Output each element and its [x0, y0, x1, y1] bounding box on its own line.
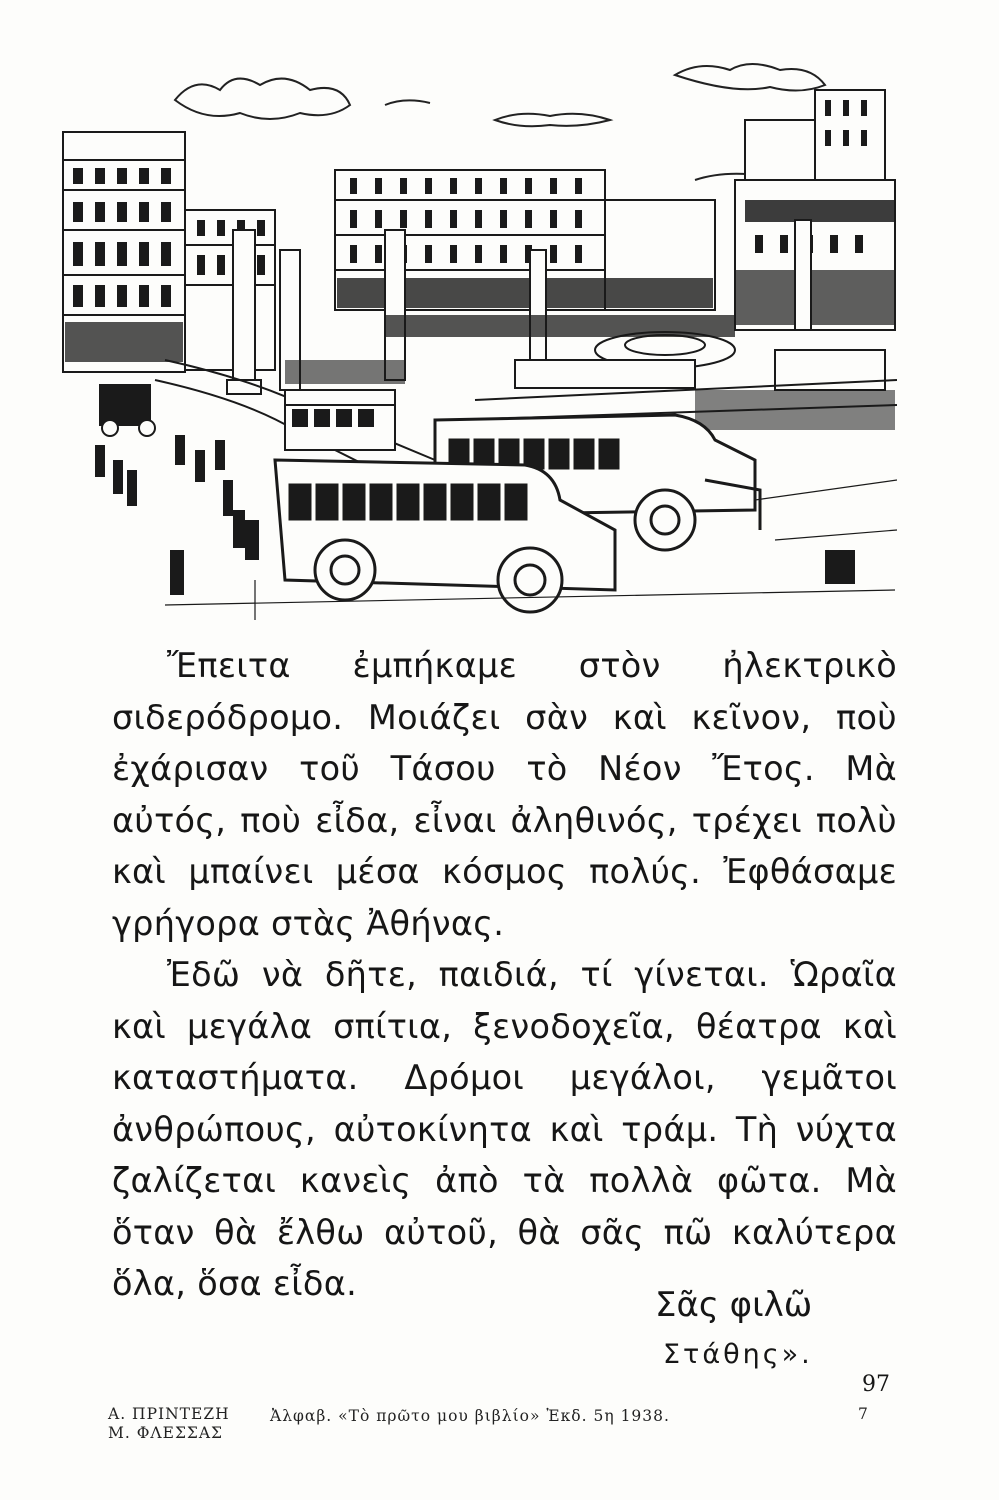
- footer-author-1: Α. ΠΡΙΝΤΕΖΗ: [108, 1405, 230, 1423]
- street-scene-illustration: [55, 60, 897, 620]
- footer-citation: Ἀλφαβ. «Τὸ πρῶτο μου βιβλίο» Ἐκδ. 5η 1938.: [270, 1407, 670, 1425]
- paragraph-train: Ἔπειτα ἐμπήκαμε στὸν ἠλεκτρικὸ σιδερόδρομο. Μοιάζει σὰν καὶ κεῖνον, ποὺ ἐχάρισαν τοῦ Τάσου τὸ Νέον Ἔτος. Μὰ αὐτός, ποὺ εἶδα, εἶναι ἀληθινός, τρέχει πολὺ καὶ μπαίνει μέσα κόσμος πολύς. Ἐφθάσαμε γρήγορα στὰς Ἀθήνας.: [112, 646, 897, 943]
- street-scene-drawing: [55, 60, 897, 620]
- footer-sheet-number: 7: [858, 1405, 869, 1423]
- tram: [285, 390, 395, 450]
- footer-author-2: Μ. ΦΛΕΣΣΑΣ: [108, 1424, 224, 1442]
- footer-authors: [108, 1405, 230, 1443]
- signoff-name: Στάθης».: [663, 1339, 813, 1370]
- letter-signoff: [655, 1280, 855, 1380]
- letter-body: [112, 640, 897, 1310]
- page-number: 97: [862, 1372, 890, 1397]
- signoff-greeting: Σᾶς φιλῶ: [655, 1285, 813, 1325]
- paragraph-athens: Ἐδῶ νὰ δῆτε, παιδιά, τί γίνεται. Ὡραῖα καὶ μεγάλα σπίτια, ξενοδοχεῖα, θέατρα καὶ καταστήματα. Δρόμοι μεγάλοι, γεμᾶτοι ἀνθρώπους, αὐτοκίνητα καὶ τράμ. Τὴ νύχτα ζαλίζεται κανεὶς ἀπὸ τὰ πολλὰ φῶτα. Μὰ ὅταν θὰ ἔλθω αὐτοῦ, θὰ σᾶς πῶ καλύτερα ὅλα, ὅσα εἶδα.: [112, 955, 897, 1303]
